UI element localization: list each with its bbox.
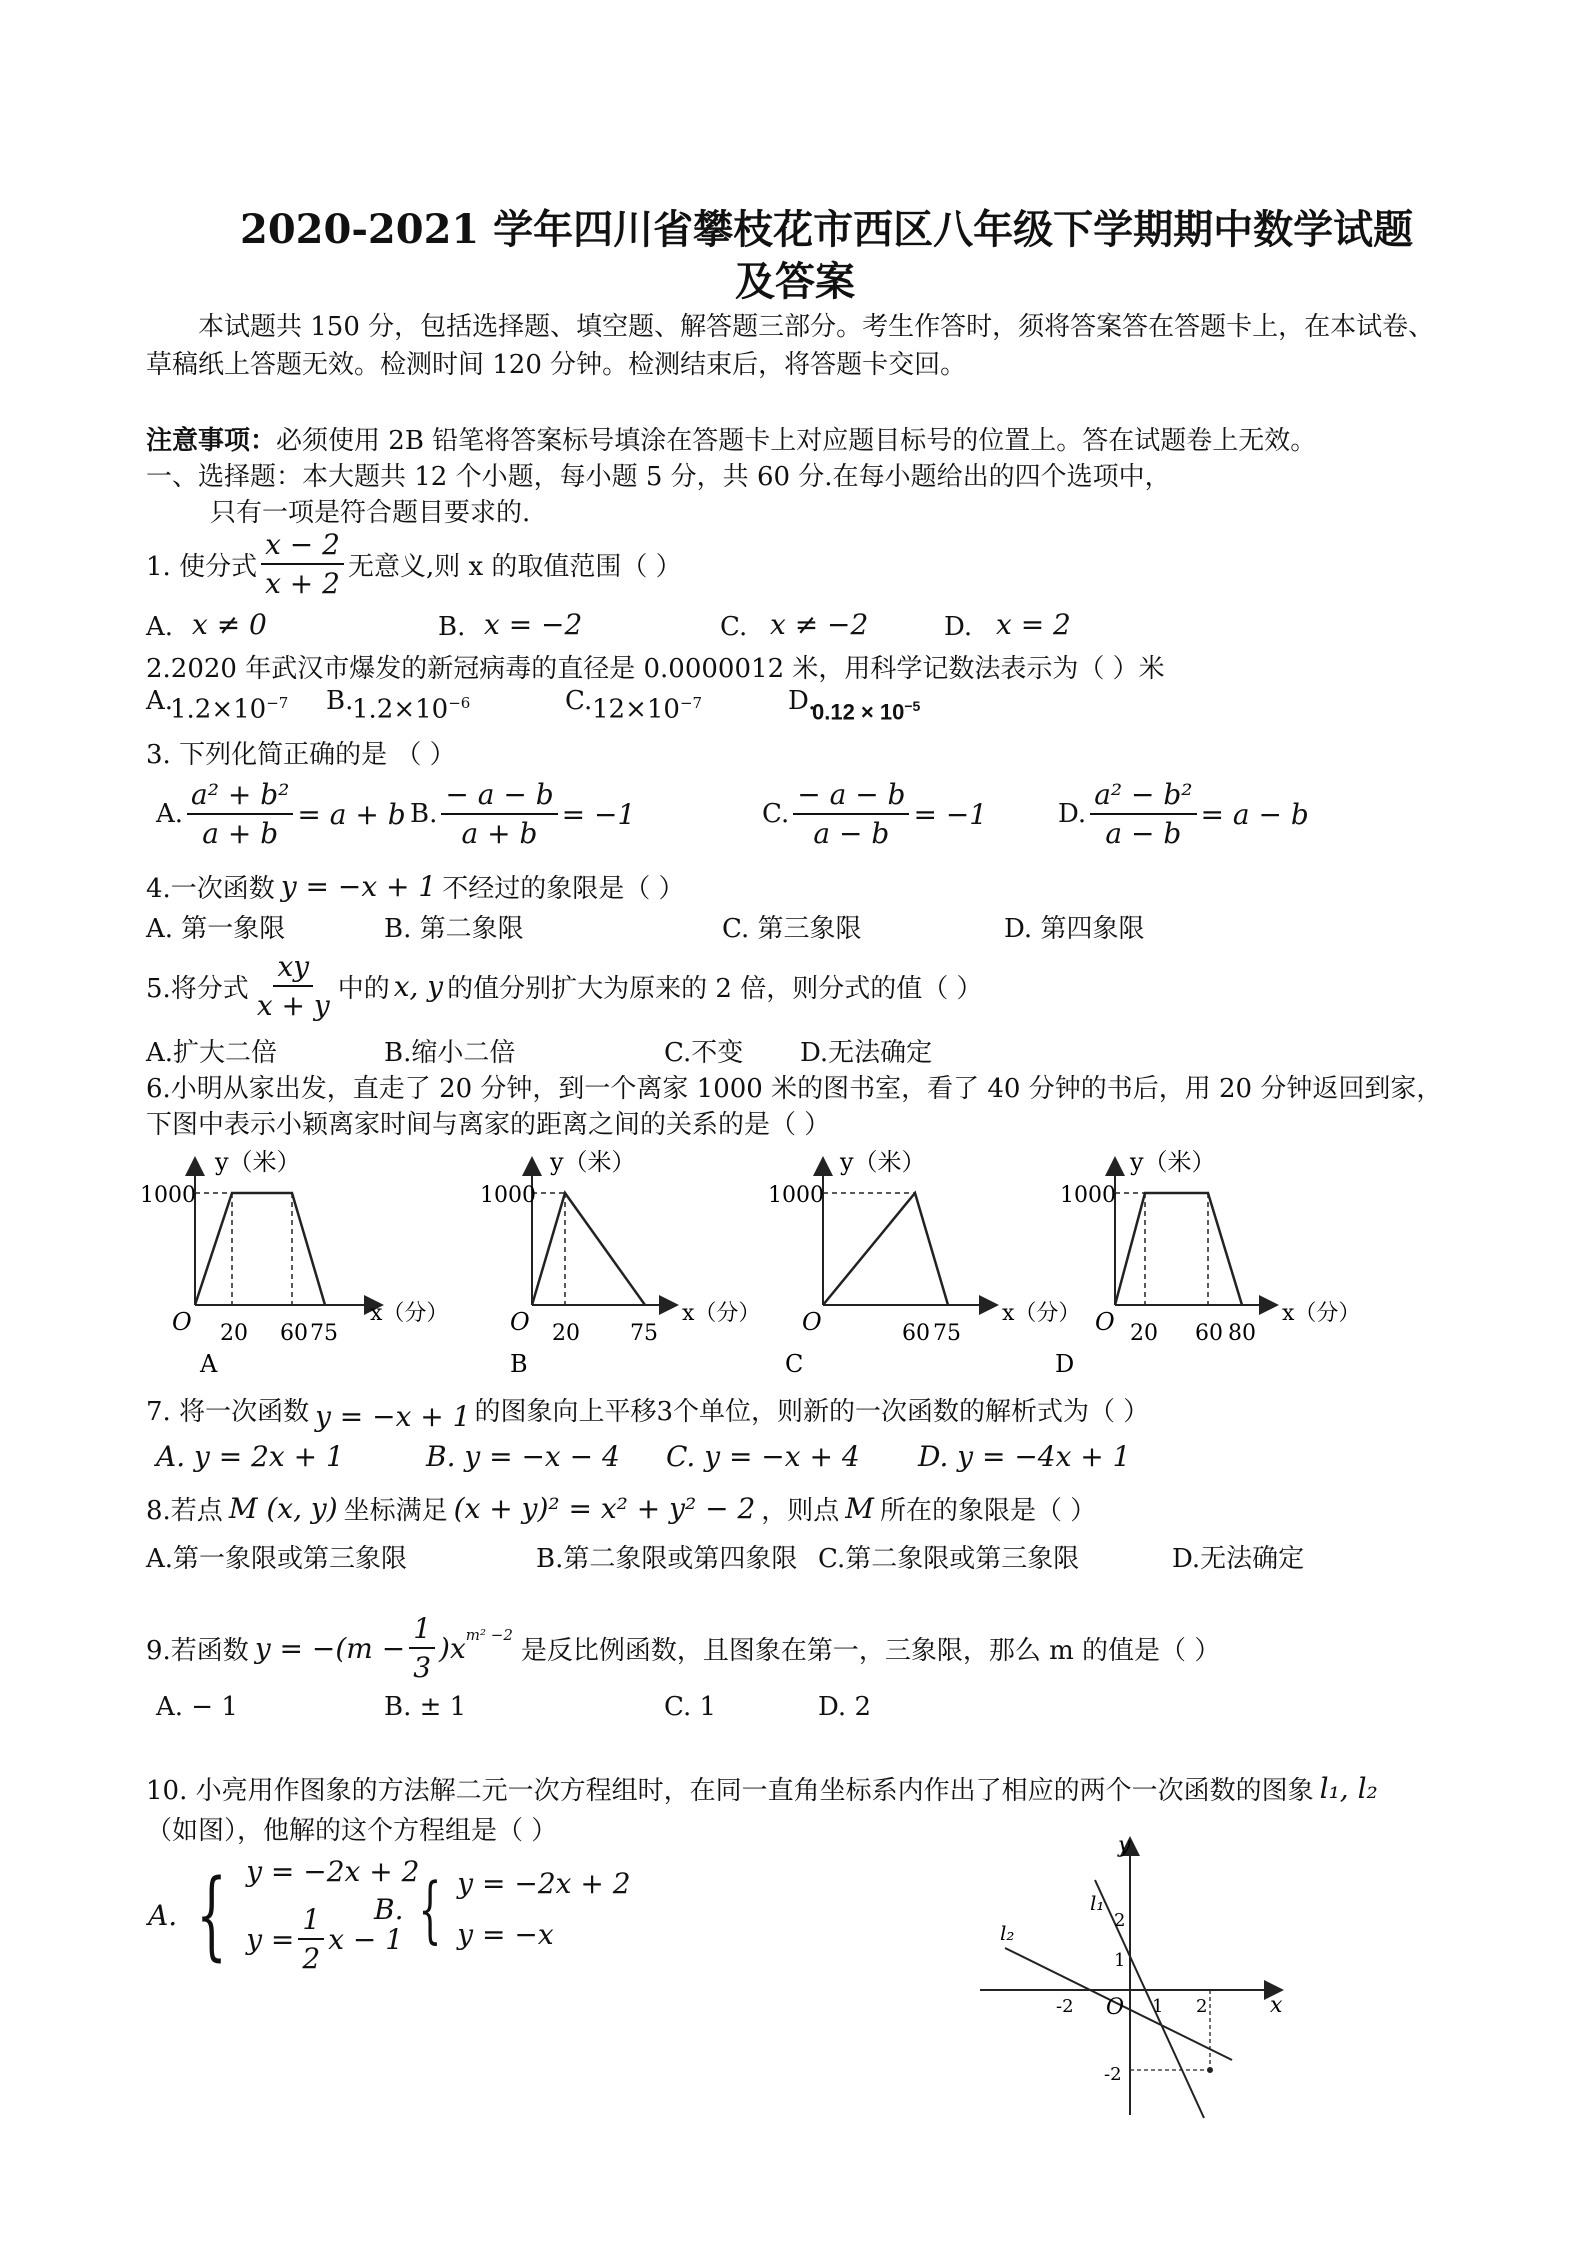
q1-suffix: 无意义,则 x 的取值范围（ ） bbox=[347, 551, 682, 582]
q6-c-ytick: 1000 bbox=[768, 1183, 824, 1208]
q1-numerator: x − 2 bbox=[261, 528, 344, 565]
q3-b-den: a + b bbox=[461, 817, 538, 850]
q2-option-a-exp: −7 bbox=[266, 694, 289, 712]
q5-option-c: C.不变 bbox=[664, 1038, 744, 1068]
q6-graphs bbox=[140, 1140, 1360, 1380]
q10-a-eq2-rhs: x − 1 bbox=[328, 1922, 404, 1956]
q8-mid2: ，则点 bbox=[761, 1496, 840, 1526]
q9-prefix: 9.若函数 bbox=[146, 1635, 249, 1666]
q3-option-d-label: D. bbox=[1058, 799, 1087, 829]
q6-a-origin: O bbox=[172, 1308, 192, 1336]
q6-a-ytick: 1000 bbox=[140, 1183, 196, 1208]
q6-d-xtick-1: 20 bbox=[1130, 1321, 1158, 1346]
notice-label: 注意事项： bbox=[146, 426, 277, 456]
q6-c-origin: O bbox=[802, 1308, 822, 1336]
q6-d-label: D bbox=[1055, 1350, 1075, 1378]
q6-b-label: B bbox=[510, 1350, 528, 1378]
question-1 bbox=[146, 528, 682, 600]
q10-graph-xtick-1: 1 bbox=[1152, 1996, 1164, 2017]
question-9 bbox=[146, 1612, 1220, 1684]
section1-subheading: 只有一项是符合题目要求的. bbox=[210, 498, 531, 528]
q2-option-a-label: A. bbox=[146, 686, 174, 716]
q9-option-d: D. 2 bbox=[818, 1692, 871, 1722]
q10-a-eq2-den: 2 bbox=[302, 1942, 321, 1975]
q4-option-d: D. 第四象限 bbox=[1004, 914, 1145, 944]
q6-b-xtick-1: 20 bbox=[552, 1321, 580, 1346]
q10-graph bbox=[970, 1830, 1290, 2120]
q2-option-c-exp: −7 bbox=[679, 694, 703, 712]
question-6-line2: 下图中表示小颖离家时间与离家的距离之间的关系的是（ ） bbox=[146, 1110, 831, 1140]
q8-option-d: D.无法确定 bbox=[1172, 1544, 1305, 1574]
q8-suffix: 所在的象限是（ ） bbox=[879, 1496, 1097, 1526]
q3-b-rhs: = −1 bbox=[561, 797, 636, 831]
q8-prefix: 8.若点 bbox=[146, 1496, 223, 1526]
q5-num: xy bbox=[273, 950, 313, 987]
q5-option-a: A.扩大二倍 bbox=[146, 1038, 278, 1068]
q9-den: 3 bbox=[413, 1651, 432, 1684]
q2-option-d-label: D. bbox=[788, 686, 817, 716]
q5-option-d: D.无法确定 bbox=[800, 1038, 933, 1068]
q8-option-a: A.第一象限或第三象限 bbox=[146, 1544, 408, 1574]
notice-text: 必须使用 2B 铅笔将答案标号填涂在答题卡上对应题目标号的位置上。答在试题卷上无效。 bbox=[276, 426, 1317, 456]
q7-suffix: 的图象向上平移3个单位，则新的一次函数的解析式为（ ） bbox=[474, 1397, 1150, 1427]
q8-option-c: C.第二象限或第三象限 bbox=[818, 1544, 1080, 1574]
q6-a-xtick-3: 75 bbox=[310, 1321, 338, 1346]
q8-mid: 坐标满足 bbox=[343, 1496, 448, 1526]
q6-d-origin: O bbox=[1095, 1308, 1115, 1336]
q10-graph-origin: O bbox=[1106, 1995, 1125, 2020]
q5-option-b: B.缩小二倍 bbox=[384, 1038, 516, 1068]
q5-suffix: 的值分别扩大为原来的 2 倍，则分式的值（ ） bbox=[447, 973, 983, 1004]
q2-option-b-base: 1.2×10 bbox=[352, 694, 449, 725]
q4-expression: y = −x + 1 bbox=[280, 870, 437, 903]
q10-line1-vars: l₁, l₂ bbox=[1319, 1772, 1378, 1805]
q3-a-rhs: = a + b bbox=[297, 797, 406, 831]
q9-suffix: 是反比例函数，且图象在第一，三象限，那么 m 的值是（ ） bbox=[520, 1635, 1221, 1666]
q9-option-b: B. ± 1 bbox=[384, 1692, 467, 1722]
q8-option-b: B.第二象限或第四象限 bbox=[536, 1544, 798, 1574]
q9-rhs: )x bbox=[439, 1631, 466, 1665]
q10-option-a-label: A. bbox=[148, 1898, 178, 1932]
q10-a-eq2-num: 1 bbox=[298, 1903, 324, 1940]
q3-option-d bbox=[1058, 778, 1309, 850]
q6-c-ylabel: y（米） bbox=[840, 1148, 926, 1176]
q9-exponent: m² −2 bbox=[465, 1626, 513, 1644]
q1-option-a: x ≠ 0 bbox=[192, 608, 267, 641]
q5-prefix: 5.将分式 bbox=[146, 973, 249, 1004]
section1-heading: 一、选择题：本大题共 12 个小题，每小题 5 分，共 60 分.在每小题给出的四个选项中， bbox=[146, 462, 1171, 492]
q10-b-eq1: y = −2x + 2 bbox=[457, 1867, 631, 1900]
q3-b-num: − a − b bbox=[441, 778, 557, 815]
intro-line1: 本试题共 150 分，包括选择题、填空题、解答题三部分。考生作答时，须将答案答在答题卡上，在本试卷、 bbox=[198, 312, 1435, 342]
q6-b-ytick: 1000 bbox=[480, 1183, 536, 1208]
q1-option-a-label: A. bbox=[146, 612, 174, 642]
q6-graph-d bbox=[1055, 1148, 1360, 1378]
q3-b-fraction bbox=[441, 778, 557, 850]
q10-graph-ylabel: y bbox=[1118, 1833, 1131, 1858]
q2-option-d-exp: −5 bbox=[904, 698, 921, 714]
page-title-line2: 及答案 bbox=[735, 258, 855, 305]
q7-prefix: 7. 将一次函数 bbox=[146, 1397, 310, 1427]
q2-option-a bbox=[170, 694, 288, 725]
q6-c-xtick-2: 75 bbox=[933, 1321, 961, 1346]
q6-a-xtick-2: 60 bbox=[280, 1321, 308, 1346]
q5-den: x + y bbox=[256, 989, 330, 1022]
question-6-line1: 6.小明从家出发，直走了 20 分钟，到一个离家 1000 米的图书室，看了 40 分钟的书后，用 20 分钟返回到家， bbox=[146, 1074, 1443, 1104]
q3-option-c-label: C. bbox=[762, 799, 790, 829]
q1-fraction bbox=[261, 528, 344, 600]
q1-option-b: x = −2 bbox=[484, 608, 583, 641]
q10-b-equations bbox=[457, 1867, 630, 1951]
intro-line2: 草稿纸上答题无效。检测时间 120 分钟。检测结束后，将答题卡交回。 bbox=[146, 350, 967, 380]
q9-lhs: y = −(m − bbox=[254, 1631, 406, 1665]
q3-d-fraction bbox=[1090, 778, 1196, 850]
q1-option-c-label: C. bbox=[720, 612, 748, 642]
q7-expression: y = −x + 1 bbox=[315, 1400, 471, 1433]
q7-option-c: C. y = −x + 4 bbox=[666, 1440, 860, 1473]
q3-option-b-label: B. bbox=[410, 799, 438, 829]
q7-option-d: D. y = −4x + 1 bbox=[918, 1440, 1131, 1473]
q4-suffix: 不经过的象限是（ ） bbox=[442, 874, 685, 904]
question-3: 3. 下列化简正确的是 （ ） bbox=[146, 740, 456, 770]
q2-option-b-label: B. bbox=[326, 686, 354, 716]
q6-a-ylabel: y（米） bbox=[215, 1148, 301, 1176]
q9-option-c: C. 1 bbox=[664, 1692, 717, 1722]
q6-d-xtick-2: 60 bbox=[1195, 1321, 1223, 1346]
q1-option-d-label: D. bbox=[944, 612, 973, 642]
q6-b-xlabel: x（分） bbox=[682, 1301, 761, 1326]
q3-option-c bbox=[762, 778, 987, 850]
q5-mid: 中的 bbox=[337, 973, 390, 1004]
q10-graph-ytick-neg2: -2 bbox=[1104, 2064, 1122, 2085]
q10-line1-text: 10. 小亮用作图象的方法解二元一次方程组时，在同一直角坐标系内作出了相应的两个一次函数的图象 bbox=[146, 1776, 1314, 1806]
q10-a-eq1: y = −2x + 2 bbox=[246, 1855, 420, 1888]
q6-b-xtick-2: 75 bbox=[630, 1321, 658, 1346]
q9-num: 1 bbox=[409, 1612, 435, 1649]
q10-graph-l1: l₁ bbox=[1090, 1891, 1105, 1915]
q3-option-a-label: A. bbox=[156, 799, 184, 829]
q1-option-b-label: B. bbox=[438, 612, 466, 642]
q2-option-a-base: 1.2×10 bbox=[170, 694, 267, 725]
q6-d-xtick-3: 80 bbox=[1228, 1321, 1256, 1346]
q2-option-c-label: C. bbox=[565, 686, 593, 716]
q6-a-xlabel: x（分） bbox=[370, 1301, 449, 1326]
q6-a-label: A bbox=[200, 1350, 218, 1378]
q4-option-c: C. 第三象限 bbox=[722, 914, 862, 944]
q6-c-xtick-1: 60 bbox=[902, 1321, 930, 1346]
q3-d-num: a² − b² bbox=[1090, 778, 1196, 815]
q10-option-b-label: B. bbox=[374, 1892, 404, 1926]
q6-graph-a bbox=[140, 1148, 448, 1378]
q6-d-ylabel: y（米） bbox=[1130, 1148, 1216, 1176]
question-4 bbox=[146, 868, 685, 905]
q3-option-a bbox=[156, 778, 406, 850]
q6-b-ylabel: y（米） bbox=[550, 1148, 636, 1176]
q7-option-a: A. y = 2x + 1 bbox=[156, 1440, 344, 1473]
q6-b-origin: O bbox=[510, 1308, 530, 1336]
q10-graph-xtick-neg2: -2 bbox=[1056, 1996, 1074, 2017]
q3-option-b bbox=[410, 778, 635, 850]
q7-option-b: B. y = −x − 4 bbox=[426, 1440, 620, 1473]
q8-equation: (x + y)² = x² + y² − 2 bbox=[453, 1492, 756, 1525]
q10-a-eq2-lhs: y = bbox=[246, 1922, 295, 1956]
q8-point: M (x, y) bbox=[228, 1492, 338, 1525]
q2-option-b-exp: −6 bbox=[448, 694, 471, 712]
q10-graph-l2: l₂ bbox=[1000, 1921, 1015, 1945]
q2-option-d bbox=[812, 698, 920, 725]
q2-option-d-base: 0.12 × 10 bbox=[812, 699, 905, 725]
q5-vars: x, y bbox=[393, 969, 444, 1003]
q10-b-eq2: y = −x bbox=[457, 1918, 554, 1951]
q10-graph-ytick-2: 2 bbox=[1114, 1910, 1126, 1931]
q9-option-a: A. − 1 bbox=[156, 1692, 238, 1722]
q6-c-label: C bbox=[785, 1350, 804, 1378]
q10-graph-xlabel: x bbox=[1270, 1993, 1283, 2018]
q3-c-den: a − b bbox=[813, 817, 890, 850]
q3-a-den: a + b bbox=[202, 817, 279, 850]
q4-option-a: A. 第一象限 bbox=[146, 914, 286, 944]
q3-d-den: a − b bbox=[1105, 817, 1182, 850]
q2-option-b bbox=[352, 694, 470, 725]
q3-a-num: a² + b² bbox=[187, 778, 293, 815]
q6-a-xtick-1: 20 bbox=[220, 1321, 248, 1346]
q5-fraction bbox=[253, 950, 334, 1022]
question-2: 2.2020 年武汉市爆发的新冠病毒的直径是 0.0000012 米，用科学记数法表示为（ ）米 bbox=[146, 654, 1165, 684]
q8-point-m: M bbox=[845, 1492, 874, 1525]
q3-d-rhs: = a − b bbox=[1200, 797, 1309, 831]
q3-c-num: − a − b bbox=[793, 778, 909, 815]
q10-option-b bbox=[374, 1864, 631, 1954]
q1-option-d: x = 2 bbox=[996, 608, 1071, 641]
q3-c-fraction bbox=[793, 778, 909, 850]
q9-fraction bbox=[409, 1612, 435, 1684]
q3-c-rhs: = −1 bbox=[913, 797, 988, 831]
q2-option-c-base: 12×10 bbox=[592, 694, 680, 725]
q6-graph-c bbox=[768, 1148, 1080, 1378]
q10-b-brace: { bbox=[418, 1867, 442, 1951]
q10-graph-ytick-1: 1 bbox=[1114, 1950, 1126, 1971]
q10-a-brace: { bbox=[196, 1859, 227, 1971]
q6-d-ytick: 1000 bbox=[1060, 1183, 1116, 1208]
q6-d-xlabel: x（分） bbox=[1282, 1301, 1360, 1326]
question-7 bbox=[146, 1386, 1149, 1433]
q1-denominator: x + 2 bbox=[265, 567, 340, 600]
q1-option-c: x ≠ −2 bbox=[770, 608, 869, 641]
q4-option-b: B. 第二象限 bbox=[384, 914, 524, 944]
question-10-line2: （如图），他解的这个方程组是（ ） bbox=[146, 1816, 558, 1846]
question-10-line1 bbox=[146, 1770, 1378, 1807]
q6-c-xlabel: x（分） bbox=[1002, 1301, 1081, 1326]
question-5 bbox=[146, 950, 982, 1022]
q2-option-c bbox=[592, 694, 702, 725]
question-8 bbox=[146, 1490, 1096, 1527]
q10-graph-xtick-2: 2 bbox=[1196, 1996, 1208, 2017]
page-title: 2020-2021 学年四川省攀枝花市西区八年级下学期期中数学试题 bbox=[240, 206, 1414, 253]
notice bbox=[146, 420, 1316, 457]
q6-graph-b bbox=[480, 1148, 760, 1378]
q3-a-fraction bbox=[187, 778, 293, 850]
q10-a-eq2-fraction bbox=[298, 1903, 324, 1975]
q4-prefix: 4.一次函数 bbox=[146, 874, 275, 904]
q1-prefix: 1. 使分式 bbox=[146, 551, 258, 582]
